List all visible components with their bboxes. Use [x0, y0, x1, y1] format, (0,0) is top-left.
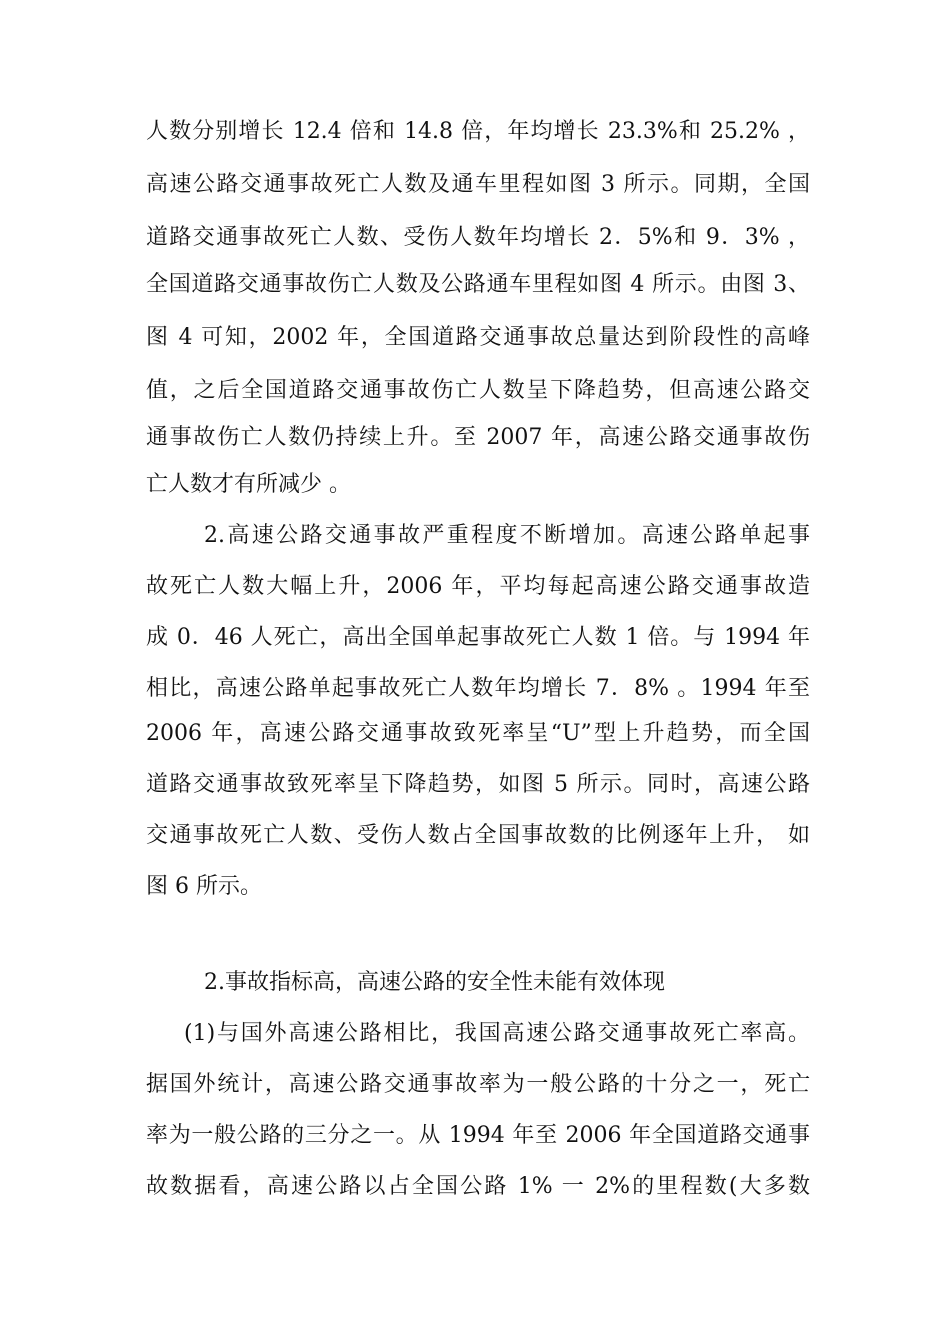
- section-heading: 2.事故指标高，高速公路的安全性未能有效体现: [204, 970, 665, 995]
- paragraph-2-line-3: 成 0．46 人死亡，高出全国单起事故死亡人数 1 倍。与 1994 年: [146, 625, 810, 650]
- paragraph-2-line-1: 2.高速公路交通事故严重程度不断增加。高速公路单起事: [204, 523, 810, 548]
- paragraph-1-line-7: 通事故伤亡人数仍持续上升。至 2007 年，高速公路交通事故伤: [146, 425, 810, 450]
- paragraph-1-line-3: 道路交通事故死亡人数、受伤人数年均增长 2．5%和 9．3% ，: [146, 225, 810, 250]
- paragraph-2-line-5: 2006 年，高速公路交通事故致死率呈“U”型上升趋势，而全国: [146, 721, 810, 746]
- paragraph-2-line-4: 相比，高速公路单起事故死亡人数年均增长 7．8% 。1994 年至: [146, 676, 810, 701]
- paragraph-2-line-2: 故死亡人数大幅上升，2006 年，平均每起高速公路交通事故造: [146, 574, 810, 599]
- paragraph-2-line-8: 图 6 所示。: [146, 874, 262, 899]
- paragraph-2-line-6: 道路交通事故致死率呈下降趋势，如图 5 所示。同时，高速公路: [146, 772, 810, 797]
- paragraph-3-line-2: 据国外统计，高速公路交通事故率为一般公路的十分之一，死亡: [146, 1072, 810, 1097]
- paragraph-3-line-3: 率为一般公路的三分之一。从 1994 年至 2006 年全国道路交通事: [146, 1123, 810, 1148]
- paragraph-1-line-5: 图 4 可知，2002 年，全国道路交通事故总量达到阶段性的高峰: [146, 325, 810, 350]
- paragraph-1-line-2: 高速公路交通事故死亡人数及通车里程如图 3 所示。同期，全国: [146, 172, 810, 197]
- paragraph-1-line-4: 全国道路交通事故伤亡人数及公路通车里程如图 4 所示。由图 3、: [146, 272, 810, 297]
- paragraph-3-line-1: (1)与国外高速公路相比，我国高速公路交通事故死亡率高。: [184, 1021, 810, 1046]
- paragraph-3-line-4: 故数据看，高速公路以占全国公路 1% 一 2%的里程数(大多数: [146, 1174, 810, 1199]
- paragraph-1-line-1: 人数分别增长 12.4 倍和 14.8 倍，年均增长 23.3%和 25.2% ，: [146, 119, 810, 144]
- paragraph-1-line-8: 亡人数才有所减少 。: [146, 472, 351, 497]
- paragraph-2-line-7: 交通事故死亡人数、受伤人数占全国事故数的比例逐年上升， 如: [146, 823, 810, 848]
- paragraph-1-line-6: 值，之后全国道路交通事故伤亡人数呈下降趋势，但高速公路交: [146, 378, 810, 403]
